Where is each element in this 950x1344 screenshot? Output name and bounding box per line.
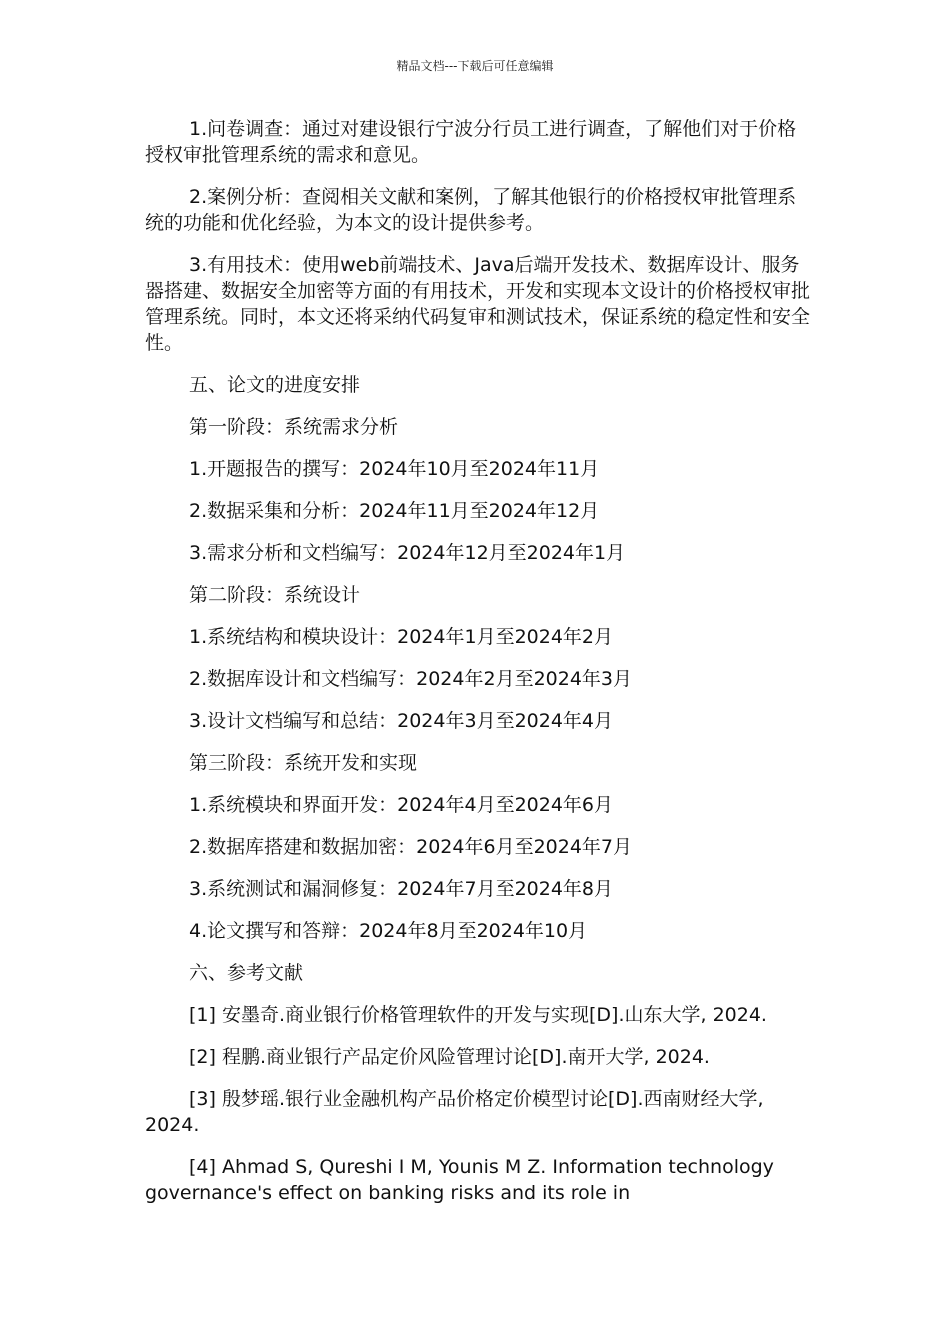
section-heading-schedule: 五、论文的进度安排 <box>189 374 361 396</box>
stage-title-1: 第一阶段：系统需求分析 <box>189 416 399 438</box>
stage-title-2: 第二阶段：系统设计 <box>189 584 361 606</box>
document-body <box>145 116 810 1222</box>
schedule-item: 1.系统模块和界面开发：2024年4月至2024年6月 <box>189 794 614 816</box>
schedule-item: 4.论文撰写和答辩：2024年8月至2024年10月 <box>189 920 588 942</box>
stage-title-3: 第三阶段：系统开发和实现 <box>189 752 418 774</box>
schedule-item: 2.数据库搭建和数据加密：2024年6月至2024年7月 <box>189 836 633 858</box>
paragraph-techniques: 3.有用技术：使用web前端技术、Java后端开发技术、数据库设计、服务器搭建、数据安全加密等方面的有用技术，开发和实现本文设计的价格授权审批管理系统。同时，本文还将采纳代码复审和测试技术，保证系统的稳定性和安全性。 <box>145 254 811 354</box>
paragraph-case-analysis: 2.案例分析：查阅相关文献和案例，了解其他银行的价格授权审批管理系统的功能和优化经验，为本文的设计提供参考。 <box>145 186 797 234</box>
reference-item: [4] Ahmad S, Qureshi I M, Younis M Z. Information technology governance's effect on banking risks and its role in <box>145 1156 774 1204</box>
page-header: 精品文档---下载后可任意编辑 <box>396 59 554 73</box>
schedule-item: 3.需求分析和文档编写：2024年12月至2024年1月 <box>189 542 626 564</box>
schedule-item: 3.系统测试和漏洞修复：2024年7月至2024年8月 <box>189 878 614 900</box>
reference-item: [2] 程鹏.商业银行产品定价风险管理讨论[D].南开大学, 2024. <box>189 1046 710 1068</box>
schedule-item: 2.数据库设计和文档编写：2024年2月至2024年3月 <box>189 668 633 690</box>
schedule-item: 1.开题报告的撰写：2024年10月至2024年11月 <box>189 458 600 480</box>
paragraph-questionnaire: 1.问卷调查：通过对建设银行宁波分行员工进行调查，了解他们对于价格授权审批管理系统的需求和意见。 <box>145 118 797 166</box>
section-heading-references: 六、参考文献 <box>189 962 304 984</box>
schedule-item: 1.系统结构和模块设计：2024年1月至2024年2月 <box>189 626 614 648</box>
reference-item: [3] 殷梦瑶.银行业金融机构产品价格定价模型讨论[D].西南财经大学, 2024. <box>145 1088 764 1136</box>
schedule-item: 2.数据采集和分析：2024年11月至2024年12月 <box>189 500 600 522</box>
reference-item: [1] 安墨奇.商业银行价格管理软件的开发与实现[D].山东大学, 2024. <box>189 1004 767 1026</box>
schedule-item: 3.设计文档编写和总结：2024年3月至2024年4月 <box>189 710 614 732</box>
